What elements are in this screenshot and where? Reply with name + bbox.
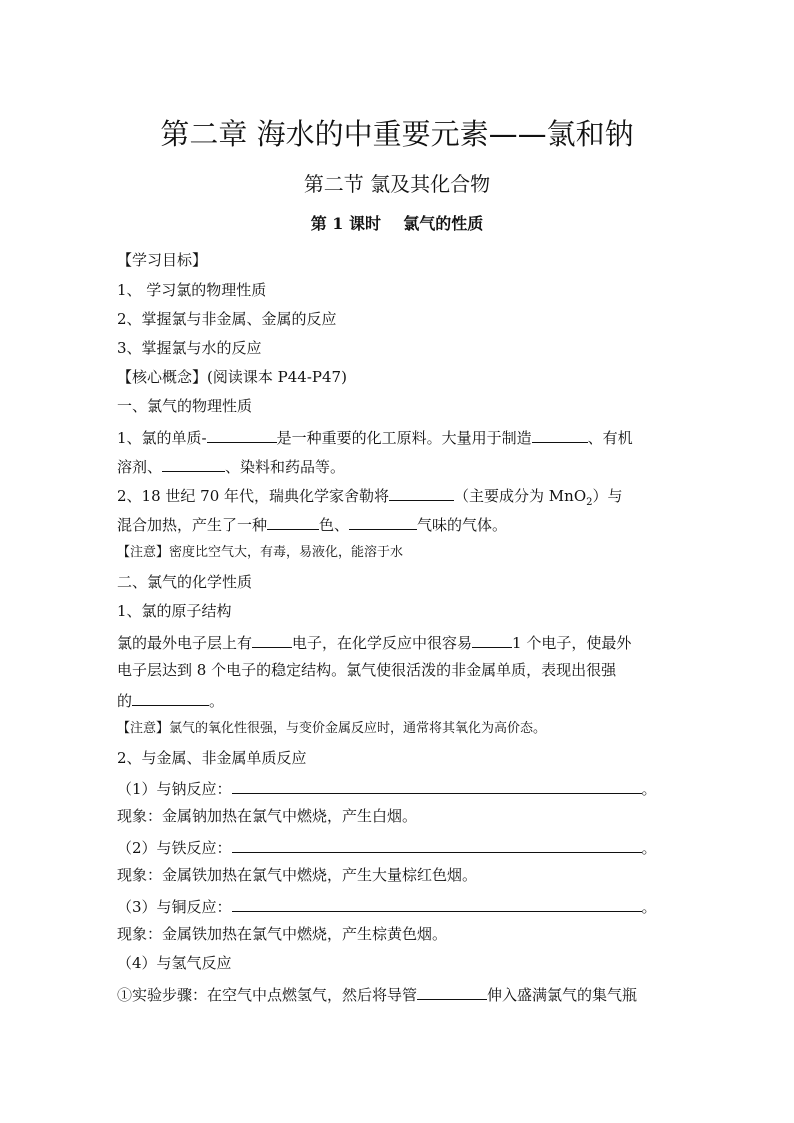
part1-line1: 1、氯的单质- 是一种重要的化工原料。大量用于制造 、有机: [117, 426, 633, 448]
part1-line4: 混合加热，产生了一种 色、 气味的气体。: [117, 513, 507, 535]
fill-blank[interactable]: [267, 513, 319, 530]
observation-sodium: 现象：金属钠加热在氯气中燃烧，产生白烟。: [117, 807, 418, 825]
part2-sub2: 2、与金属、非金属单质反应: [117, 749, 307, 767]
observation-copper: 现象：金属铁加热在氯气中燃烧，产生棕黄色烟。: [117, 925, 448, 943]
section-title: 第二节 氯及其化合物: [303, 172, 491, 196]
reading-range: (阅读课本 P44-P47): [207, 368, 347, 386]
fill-blank[interactable]: [162, 455, 225, 472]
part2-para2: 电子层达到 8 个电子的稳定结构。氯气使很活泼的非金属单质，表现出很强: [117, 661, 617, 679]
part2-heading: 二、氯气的化学性质: [117, 573, 253, 591]
part2-para1: 氯的最外电子层上有 电子，在化学反应中很容易 1 个电子，使最外: [117, 631, 631, 653]
objective-item: 3、掌握氯与水的反应: [117, 339, 262, 357]
fill-blank[interactable]: [232, 836, 642, 853]
fill-blank[interactable]: [132, 689, 209, 706]
fill-blank[interactable]: [417, 983, 487, 1000]
experiment-step: ①实验步骤：在空气中点燃氢气，然后将导管 伸入盛满氯气的集气瓶: [117, 983, 637, 1005]
part2-sub1: 1、氯的原子结构: [117, 602, 232, 620]
fill-blank[interactable]: [232, 895, 642, 912]
core-concept-line: [117, 367, 347, 387]
fill-blank[interactable]: [207, 426, 277, 443]
observation-iron: 现象：金属铁加热在氯气中燃烧，产生大量棕红色烟。: [117, 866, 478, 884]
core-concept-heading: 【核心概念】: [117, 368, 208, 386]
chapter-title: 第二章 海水的中重要元素——氯和钠: [160, 117, 634, 151]
reaction-iron: （2）与铁反应： 。: [117, 836, 657, 858]
part2-para3: 的 。: [117, 689, 224, 711]
part1-heading: 一、氯气的物理性质: [117, 397, 253, 415]
fill-blank[interactable]: [472, 631, 512, 648]
fill-blank[interactable]: [252, 631, 292, 648]
objective-item: 2、掌握氯与非金属、金属的反应: [117, 310, 337, 328]
reaction-sodium: （1）与钠反应： 。: [117, 777, 657, 799]
objective-item: 1、 学习氯的物理性质: [117, 281, 267, 299]
fill-blank[interactable]: [349, 513, 417, 530]
reaction-hydrogen: （4）与氢气反应: [117, 954, 232, 972]
fill-blank[interactable]: [389, 484, 454, 501]
note-oxidation: 【注意】氯气的氧化性很强，与变价金属反应时，通常将其氧化为高价态。: [117, 721, 547, 736]
note-physical: 【注意】密度比空气大，有毒，易液化，能溶于水: [117, 545, 404, 560]
part1-line2: 溶剂、 、染料和药品等。: [117, 455, 345, 477]
objectives-heading: 【学习目标】: [117, 251, 208, 269]
reaction-copper: （3）与铜反应： 。: [117, 895, 657, 917]
lesson-title: 第 1 课时 氯气的性质: [310, 214, 484, 233]
part1-line3: 2、18 世纪 70 年代，瑞典化学家舍勒将 （主要成分为 MnO$_2$）与: [117, 484, 623, 513]
fill-blank[interactable]: [532, 426, 588, 443]
fill-blank[interactable]: [232, 777, 642, 794]
